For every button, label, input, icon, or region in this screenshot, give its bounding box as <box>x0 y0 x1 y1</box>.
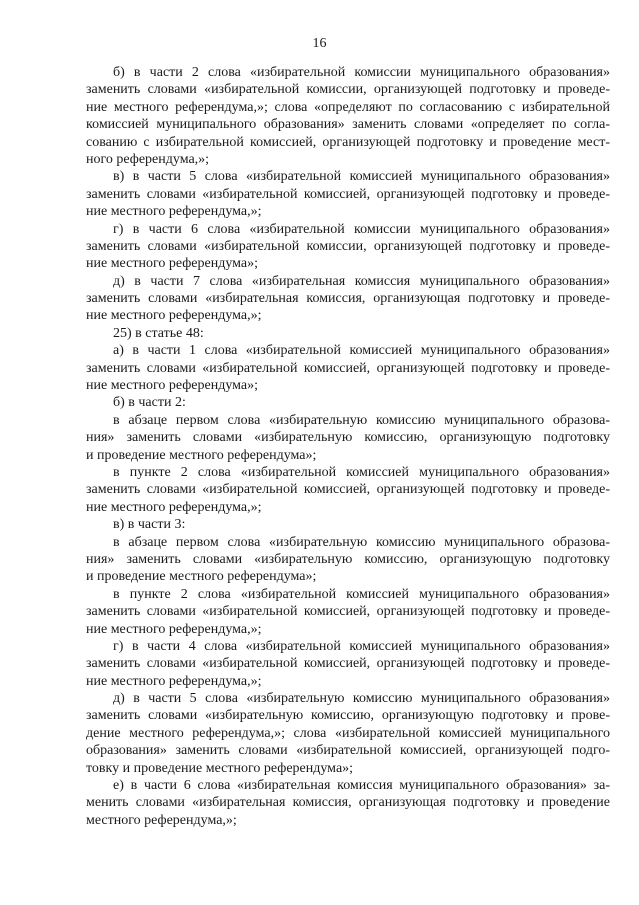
text-line: в) в части 3: <box>113 517 186 533</box>
text-line: ние местного референдума»; <box>86 378 259 394</box>
text-line: сованию с избирательной комиссией, организующей подготовку и проведение мест- <box>86 134 610 150</box>
text-line: заменить словами «избирательную комиссию, организующую подготовку и прове- <box>86 708 610 724</box>
text-line: заменить словами «избирательной комиссией, организующей подготовку и проведе- <box>86 604 610 620</box>
text-line: менить словами «избирательная комиссия, организующая подготовку и проведение <box>86 795 610 811</box>
text-line: в пункте 2 слова «избирательной комиссией муниципального образования» <box>113 464 610 480</box>
text-line: и проведение местного референдума»; <box>86 447 317 463</box>
text-line: в пункте 2 слова «избирательной комиссией муниципального образования» <box>113 586 610 602</box>
text-line: е) в части 6 слова «избирательная комиссия муниципального образования» за- <box>113 778 610 794</box>
text-line: ние местного референдума,»; <box>86 499 262 515</box>
text-line: б) в части 2 слова «избирательной комиссии муниципального образования» <box>113 65 610 80</box>
text-line: ние местного референдума,»; <box>86 673 262 689</box>
text-line: заменить словами «избирательной комиссией, организующей подготовку и проведе- <box>86 482 610 498</box>
text-line: в абзаце первом слова «избирательную комиссию муниципального образова- <box>113 534 610 550</box>
text-line: а) в части 1 слова «избирательной комиссией муниципального образования» <box>113 343 610 359</box>
text-line: заменить словами «избирательной комиссии, организующей подготовку и проведе- <box>86 238 610 254</box>
text-line: ние местного референдума»; <box>86 256 259 272</box>
text-line: ния» заменить словами «избирательную комиссию, организующую подготовку <box>86 430 610 446</box>
text-line: ного референдума,»; <box>86 151 210 167</box>
text-line: заменить словами «избирательной комиссией, организующей подготовку и проведе- <box>86 360 610 376</box>
text-line: заменить словами «избирательная комиссия, организующая подготовку и проведе- <box>86 291 610 307</box>
text-line: г) в части 4 слова «избирательной комиссией муниципального образования» <box>113 638 610 654</box>
text-line: ния» заменить словами «избирательную комиссию, организующую подготовку <box>86 551 610 567</box>
text-line: 25) в статье 48: <box>113 325 204 341</box>
text-line: дение местного референдума,»; слова «избирательной комиссией муниципального <box>86 725 610 741</box>
text-line: в) в части 5 слова «избирательной комиссией муниципального образования» <box>113 169 610 185</box>
text-line: ние местного референдума,»; <box>86 621 262 637</box>
text-line: заменить словами «избирательной комиссии, организующей подготовку и проведе- <box>86 82 610 98</box>
text-line: и проведение местного референдума»; <box>86 569 317 585</box>
text-line: комиссией муниципального образования» заменить словами «определяет по согла- <box>86 117 610 133</box>
text-line: заменить словами «избирательной комиссией, организующей подготовку и проведе- <box>86 186 610 202</box>
text-line: образования» заменить словами «избирательной комиссией, организующей подго- <box>86 743 610 759</box>
text-line: заменить словами «избирательной комиссией, организующей подготовку и проведе- <box>86 656 610 672</box>
text-line: в абзаце первом слова «избирательную комиссию муниципального образова- <box>113 412 610 428</box>
text-line: местного референдума,»; <box>86 812 237 828</box>
text-line: товку и проведение местного референдума»; <box>86 760 354 776</box>
text-line: д) в части 5 слова «избирательную комиссию муниципального образования» <box>113 691 610 707</box>
text-line: г) в части 6 слова «избирательной комиссии муниципального образования» <box>113 221 610 237</box>
text-line: д) в части 7 слова «избирательная комиссия муниципального образования» <box>113 273 610 289</box>
text-line: ние местного референдума,»; слова «определяют по согласованию с избирательной <box>86 99 610 115</box>
text-line: ние местного референдума,»; <box>86 308 262 324</box>
text-line: ние местного референдума,»; <box>86 204 262 220</box>
page-number: 16 <box>312 36 327 51</box>
document-body <box>86 64 610 829</box>
text-line: б) в части 2: <box>113 395 186 411</box>
